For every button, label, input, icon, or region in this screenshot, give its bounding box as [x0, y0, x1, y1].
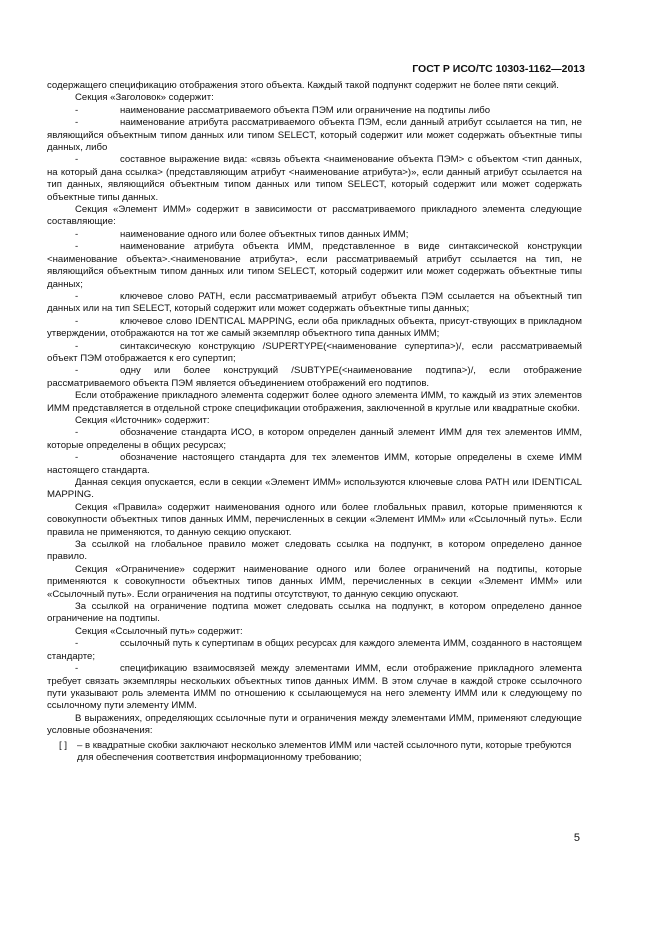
list-item-text: синтаксическую конструкцию /SUPERTYPE(<наименование супертипа>)/, если рассматриваемый объект ПЭМ отображается к его супертип;	[47, 340, 582, 364]
paragraph: Секция «Источник» содержит:	[75, 414, 210, 426]
list-dash: -	[75, 340, 79, 352]
list-item	[47, 638, 582, 663]
list-item-text: обозначение настоящего стандарта для тех элементов ИММ, которые определены в схеме ИММ настоящего стандарта.	[47, 452, 582, 476]
list-item-text: ссылочный путь к супертипам в общих ресурсах для каждого элемента ИММ, созданного в настоящем стандарте;	[47, 638, 582, 662]
paragraph: Секция «Ссылочный путь» содержит:	[75, 625, 243, 637]
list-dash: -	[75, 241, 79, 253]
list-item	[47, 229, 582, 241]
paragraph: Секция «Ограничение» содержит наименование одного или более ограничений на подтипы, которые применяются к совокупности объектных типов данных ИММ, перечисленных в секции «Элемент ИММ» или «Ссылочный путь». Если ограничения на подтипы отсутствуют, то данную секцию опускают.	[47, 563, 582, 600]
list-dash: -	[75, 315, 79, 327]
list-item	[47, 341, 582, 366]
document-body	[47, 80, 582, 764]
list-dash: -	[75, 154, 79, 166]
paragraph: За ссылкой на ограничение подтипа может следовать ссылка на подпункт, в котором определено данное ограничение на подтипы.	[47, 601, 582, 625]
list-dash: -	[75, 638, 79, 650]
list-item-text: наименование одного или более объектных типов данных ИММ;	[120, 228, 409, 240]
list-item-text: обозначение стандарта ИСО, в котором определен данный элемент ИММ для тех элементов ИММ, которые определены в общих ресурсах;	[47, 427, 582, 451]
list-item-text: составное выражение вида: «связь объекта <наименование объекта ПЭМ> с объектом <тип данных, на который дана ссылка> (представляющим атрибут <наименование атрибута>)», если данный атрибут ссылается на тип данных, являющийся объектным типом данных или типом SELECT, который содержит или может содержать объектные типы данных.	[47, 154, 582, 203]
paragraph: Секция «Элемент ИММ» содержит в зависимости от рассматриваемого прикладного элемента следующие составляющие:	[47, 204, 582, 228]
list-dash: -	[75, 290, 79, 302]
list-dash: -	[75, 228, 79, 240]
list-dash: -	[75, 365, 79, 377]
list-dash: -	[75, 104, 79, 116]
list-dash: -	[75, 117, 79, 129]
list-item-text: спецификацию взаимосвязей между элементами ИММ, если отображение прикладного элемента требует связать экземпляры нескольких объектных типов данных ИММ. В этом случае в каждой строке ссылочного пути указывают роль элемента ИММ по отношению к ссылающемуся на него элементу ИММ или к следующему по ссылочному пути элементу ИММ.	[47, 663, 582, 712]
paragraph: Секция «Заголовок» содержит:	[75, 92, 214, 104]
paragraph: содержащего спецификацию отображения этого объекта. Каждый такой подпункт содержит не более пяти секций.	[47, 80, 559, 91]
list-item	[47, 663, 582, 713]
page-number: 5	[573, 832, 580, 844]
notation-text: – в квадратные скобки заключают несколько элементов ИММ или частей ссылочного пути, которые требуются для обеспечения соответствия информационному требованию;	[77, 739, 572, 763]
paragraph: В выражениях, определяющих ссылочные пути и ограничения между элементами ИММ, применяют следующие условные обозначения:	[47, 712, 582, 737]
list-item-text: одну или более конструкций /SUBTYPE(<наименование подтипа>)/, если отображение рассматриваемого объекта ПЭМ является объединением отображений его подтипов.	[47, 365, 582, 389]
list-item-text: ключевое слово IDENTICAL MAPPING, если оба прикладных объекта, присут-ствующих в прикладном утверждении, отображаются на тот же самый экземпляр объектного типа данных ИММ;	[47, 315, 582, 340]
list-item	[47, 117, 582, 154]
list-item	[47, 365, 582, 390]
list-item	[47, 427, 582, 452]
list-item	[47, 105, 582, 117]
list-dash: -	[75, 427, 79, 439]
list-dash: -	[75, 452, 79, 464]
list-item	[47, 452, 582, 477]
list-item-text: наименование рассматриваемого объекта ПЭМ или ограничение на подтипы либо	[120, 104, 491, 116]
list-item	[47, 154, 582, 204]
list-dash: -	[75, 663, 79, 675]
document-header: ГОСТ Р ИСО/ТС 10303-1162—2013	[412, 63, 585, 75]
list-item	[47, 291, 582, 316]
list-item-text: ключевое слово PATH, если рассматриваемый атрибут объекта ПЭМ ссылается на объектный тип данных или на тип SELECT, который содержит или может содержать объектные типы данных;	[47, 290, 582, 315]
notation-symbol: [ ]	[59, 739, 67, 751]
list-item	[47, 316, 582, 341]
list-item-text: наименование атрибута объекта ИММ, представленное в виде синтаксической конструкции <наименование объекта>.<наименование атрибута>, если рассматриваемый атрибут ссылается на тип, не являющийся объектным типом данных или типом SELECT, который содержит или может содержать объектные типы данных;	[47, 241, 582, 290]
paragraph: Если отображение прикладного элемента содержит более одного элемента ИММ, то каждый из этих элементов ИММ представляется в отдельной строке спецификации отображения, заключенной в круглые или квадратные скобки.	[47, 390, 582, 414]
list-item-text: наименование атрибута рассматриваемого объекта ПЭМ, если данный атрибут ссылается на тип, не являющийся объектным типом данных или типом SELECT, который содержит или может содержать объектные типы данных, либо	[47, 117, 582, 154]
list-item	[47, 241, 582, 291]
paragraph: Данная секция опускается, если в секции «Элемент ИММ» используются ключевые слова PATH или IDENTICAL MAPPING.	[47, 477, 582, 501]
paragraph: Секция «Правила» содержит наименования одного или более глобальных правил, которые применяются к совокупности объектных типов данных ИММ, перечисленных в секции «Элемент ИММ» или «Ссылочный путь». Если правила не применяются, то данную секцию опускают.	[47, 501, 582, 538]
paragraph: За ссылкой на глобальное правило может следовать ссылка на подпункт, в котором определено данное правило.	[47, 539, 582, 563]
notation-item	[47, 740, 582, 765]
